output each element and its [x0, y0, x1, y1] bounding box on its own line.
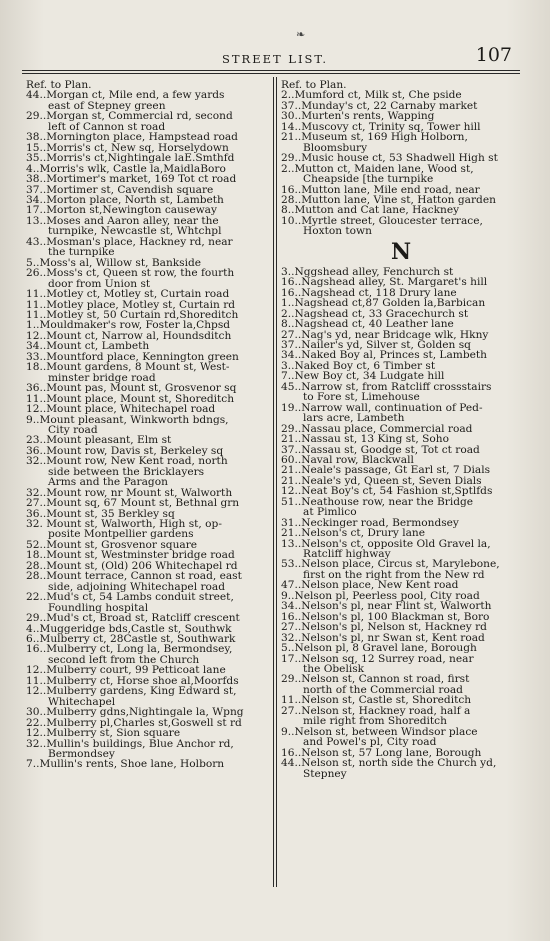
entry-continuation: Foundling hospital	[48, 601, 149, 614]
entry-line: 21..Nelson's ct, Drury lane	[281, 527, 426, 540]
entry-line: 12..Mulberry court, 99 Petticoat lane	[26, 664, 226, 677]
entry-line: 37..Munday's ct, 22 Carnaby market	[281, 99, 478, 112]
entry-line: 7..Mullin's rents, Shoe lane, Holborn	[26, 758, 225, 771]
entry-line: 32..Mullin's buildings, Blue Anchor rd,	[26, 737, 234, 750]
entry-line: 32. Mount st, Walworth, High st, op-	[26, 518, 222, 531]
entry-continuation: the turnpike	[48, 246, 115, 259]
entry-line: 19..Narrow wall, continuation of Ped-	[281, 401, 483, 414]
entry-line: 21..Nassau st, 13 King st, Soho	[281, 433, 449, 446]
street-entry	[26, 592, 266, 613]
entry-line: 10..Myrtle street, Gloucester terrace,	[281, 214, 483, 227]
entry-line: 8..Mutton and Cat lane, Hackney	[281, 204, 460, 217]
entry-line: 18..Mount gardens, 8 Mount st, West-	[26, 361, 230, 374]
entry-continuation: mile right from Shoreditch	[303, 715, 447, 728]
entry-line: 36..Mount row, Davis st, Berkeley sq	[26, 444, 224, 457]
street-entry	[281, 132, 521, 153]
entry-continuation: Stepney	[303, 767, 347, 780]
entry-line: 16..Nelson's pl, 100 Blackman st, Boro	[281, 610, 490, 623]
entry-line: 16..Mulberry ct, Long la, Bermondsey,	[26, 643, 233, 656]
entry-line: 37..Mortimer st, Cavendish square	[26, 183, 214, 196]
entry-line: 44..Morgan ct, Mile end, a few yards	[26, 89, 225, 102]
entry-line: 7..New Boy ct, 34 Ludgate hill	[281, 370, 445, 383]
entry-line: 38..Mortimer's market, 169 Tot ct road	[26, 173, 237, 186]
entry-continuation: first on the right from the New rd	[303, 568, 485, 581]
entry-continuation: and Powel's pl, City road	[303, 736, 437, 749]
street-entry	[26, 216, 266, 237]
entry-line: 32..Mount row, New Kent road, north	[26, 455, 228, 468]
entry-line: 2..Nagshead ct, 33 Gracechurch st	[281, 307, 469, 320]
entry-line: 28..Mount terrace, Cannon st road, east	[26, 570, 242, 583]
column-divider-inner	[276, 77, 277, 887]
entry-line: 34..Mount ct, Lambeth	[26, 340, 150, 353]
entry-continuation: posite Montpellier gardens	[48, 528, 194, 541]
entry-line: 4..Muggeridge bds,Castle st, Southwk	[26, 622, 232, 635]
street-entry	[281, 216, 521, 237]
entry-line: 32..Mount row, nr Mount st, Walworth	[26, 486, 233, 499]
entry-line: 36..Mount st, 35 Berkley sq	[26, 507, 175, 520]
entry-line: 28..Mutton lane, Vine st, Hatton garden	[281, 193, 496, 206]
entry-line: 11..Mulberry ct, Horse shoe al,Moorfds	[26, 674, 239, 687]
entry-line: 21..Neale's passage, Gt Earl st, 7 Dials	[281, 464, 491, 477]
page-number: 107	[475, 44, 512, 66]
entry-line: 38..Mornington place, Hampstead road	[26, 131, 238, 144]
entry-line: 2..Mumford ct, Milk st, Che pside	[281, 89, 462, 102]
entry-line: 5..Moss's al, Willow st, Bankside	[26, 256, 202, 269]
entry-continuation: to Fore st, Limehouse	[303, 391, 420, 404]
entry-line: 29..Nassau place, Commercial road	[281, 422, 473, 435]
street-entry	[281, 497, 521, 518]
entry-continuation: Hoxton town	[303, 225, 372, 238]
street-entry	[26, 268, 266, 289]
entry-line: 44..Nelson st, north side the Church yd,	[281, 757, 497, 770]
entry-line: 60..Naval row, Blackwall	[281, 453, 414, 466]
left-column	[26, 80, 266, 770]
right-column	[281, 80, 521, 779]
entry-line: 27..Nelson's pl, Nelson st, Hackney rd	[281, 621, 487, 634]
street-entry	[26, 111, 266, 132]
entry-line: 28..Mount st, (Old) 206 Whitechapel rd	[26, 559, 238, 572]
street-entry	[281, 559, 521, 580]
entry-continuation: the Obelisk	[303, 663, 365, 676]
entry-line: 4..Morris's wlk, Castle la,MaidlaBoro	[26, 162, 226, 175]
entry-line: 13..Nelson's ct, opposite Old Gravel la,	[281, 537, 491, 550]
entry-line: 8..Nagshead ct, 40 Leather lane	[281, 318, 454, 331]
entry-line: 34..Nelson's pl, near Flint st, Walworth	[281, 600, 492, 613]
entry-continuation: Arms and the Paragon	[48, 476, 168, 489]
entry-line: 32..Nelson's pl, nr Swan st, Kent road	[281, 631, 485, 644]
entry-continuation: side, adjoining Whitechapel road	[48, 580, 225, 593]
entry-line: 16..Nelson st, 57 Long lane, Borough	[281, 746, 482, 759]
entry-line: 12..Neat Boy's ct, 54 Fashion st,Sptlfds	[281, 485, 493, 498]
entry-line: 5..Nelson pl, 8 Gravel lane, Borough	[281, 642, 477, 655]
entry-line: 45..Narrow st, from Ratcliff crossstairs	[281, 380, 492, 393]
entry-line: 37..Nailer's yd, Silver st, Golden sq	[281, 338, 471, 351]
entry-line: 16..Nagshead ct, 118 Drury lane	[281, 286, 457, 299]
entry-line: 30..Mulberry gdns,Nightingale la, Wpng	[26, 706, 244, 719]
entry-line: 47..Nelson place, New Kent road	[281, 579, 459, 592]
street-entry	[26, 571, 266, 592]
entry-line: 26..Moss's ct, Queen st row, the fourth	[26, 267, 235, 280]
entry-line: 30..Murten's rents, Wapping	[281, 110, 435, 123]
entry-continuation: Ratcliff highway	[303, 548, 391, 561]
entry-line: Ref. to Plan.	[281, 79, 347, 91]
entry-line: 37..Nassau st, Goodge st, Tot ct road	[281, 443, 480, 456]
street-entry	[26, 686, 266, 707]
entry-line: 15..Morris's ct, New sq, Horselydown	[26, 141, 229, 154]
street-entry	[281, 539, 521, 560]
entry-continuation: second left from the Church	[48, 653, 200, 666]
entry-line: 18..Mount st, Westminster bridge road	[26, 549, 235, 562]
entry-line: 11..Motley place, Motley st, Curtain rd	[26, 298, 236, 311]
entry-continuation: at Pimlico	[303, 506, 357, 519]
entry-line: 2..Mutton ct, Maiden lane, Wood st,	[281, 162, 474, 175]
entry-line: 35..Morris's ct,Nightingale laE.Smthfd	[26, 152, 235, 165]
entry-continuation: Bermondsey	[48, 748, 115, 760]
entry-line: 29..Nelson st, Cannon st road, first	[281, 673, 470, 686]
entry-line: 9..Nelson pl, Peerless pool, City road	[281, 589, 480, 602]
street-entry	[26, 519, 266, 540]
right-column-m-entries	[281, 80, 521, 237]
entry-line: 51..Neathouse row, near the Bridge	[281, 495, 474, 508]
entry-line: 12..Mulberry gardens, King Edward st,	[26, 685, 237, 698]
entry-line: 16..Nagshead alley, St. Margaret's hill	[281, 276, 488, 289]
entry-line: 22..Mulberry pl,Charles st,Goswell st rd	[26, 716, 242, 729]
header-rule-thin	[22, 73, 520, 74]
entry-continuation: east of Stepney green	[48, 99, 166, 112]
street-entry	[26, 415, 266, 436]
entry-line: 3..Naked Boy ct, 6 Timber st	[281, 359, 436, 372]
entry-line: 12..Mount place, Whitechapel road	[26, 403, 216, 416]
street-entry	[281, 758, 521, 779]
running-title: STREET LIST.	[221, 52, 329, 66]
entry-continuation: turnpike, Newcastle st, Whtchpl	[48, 225, 222, 238]
ink-mark-icon: ❧	[296, 28, 306, 41]
entry-line: 22..Mud's ct, 54 Lambs conduit street,	[26, 591, 234, 604]
entry-line: 31..Neckinger road, Bermondsey	[281, 516, 459, 529]
street-entry	[26, 237, 266, 258]
entry-line: 21..Neale's yd, Queen st, Seven Dials	[281, 474, 482, 487]
entry-line: 21..Museum st, 169 High Holborn,	[281, 131, 468, 144]
entry-line: 17..Morton st,Newington causeway	[26, 204, 217, 217]
entry-line: 27..Mount sq, 67 Mount st, Bethnal grn	[26, 497, 240, 510]
entry-line: 9..Mount pleasant, Winkworth bdngs,	[26, 413, 229, 426]
right-column-n-entries	[281, 267, 521, 779]
street-entry	[281, 674, 521, 695]
street-entry	[281, 706, 521, 727]
entry-line: 16..Mutton lane, Mile end road, near	[281, 183, 480, 196]
entry-line: 13..Moses and Aaron alley, near the	[26, 214, 219, 227]
entry-continuation: north of the Commercial road	[303, 683, 463, 696]
entry-line: 34..Naked Boy al, Princes st, Lambeth	[281, 349, 487, 362]
entry-line: 11..Nelson st, Castle st, Shoreditch	[281, 694, 472, 707]
entry-continuation: City road	[48, 423, 98, 436]
entry-line: 14..Muscovy ct, Trinity sq, Tower hill	[281, 120, 481, 133]
street-entry	[281, 164, 521, 185]
entry-line: 43..Mosman's place, Hackney rd, near	[26, 235, 233, 248]
entry-continuation: left of Cannon st road	[48, 120, 166, 133]
header-rule	[22, 70, 520, 71]
entry-line: 11..Motley ct, Motley st, Curtain road	[26, 288, 230, 301]
section-letter: N	[390, 238, 412, 265]
street-entry	[281, 403, 521, 424]
entry-line: 29..Mud's ct, Broad st, Ratcliff crescent	[26, 612, 240, 625]
entry-line: 6..Mulberry ct, 28Castle st, Southwark	[26, 633, 236, 646]
entry-line: 27..Nelson st, Hackney road, half a	[281, 704, 471, 717]
entry-line: 33..Mountford place, Kennington green	[26, 350, 239, 363]
entry-line: 12..Mulberry st, Sion square	[26, 727, 181, 740]
street-entry	[26, 362, 266, 383]
entry-line: 11..Motley st, 50 Curtain rd,Shoreditch	[26, 308, 239, 321]
street-entry	[26, 739, 266, 760]
entry-continuation: side between the Bricklayers	[48, 465, 205, 478]
entry-line: 36..Mount pas, Mount st, Grosvenor sq	[26, 382, 237, 395]
entry-line: 29..Morgan st, Commercial rd, second	[26, 110, 233, 123]
entry-line: 17..Nelson sq, 12 Surrey road, near	[281, 652, 474, 665]
entry-continuation: minster bridge road	[48, 371, 156, 384]
entry-line: 3..Nggshead alley, Fenchurch st	[281, 265, 454, 278]
entry-line: 12..Mount ct, Narrow al, Houndsditch	[26, 329, 232, 342]
street-entry	[26, 644, 266, 665]
entry-line: 1..Nagshead ct,87 Golden la,Barbican	[281, 297, 486, 310]
entry-line: 34..Morton place, North st, Lambeth	[26, 193, 224, 206]
entry-line: Ref. to Plan.	[26, 79, 92, 91]
entry-line: 29..Music house ct, 53 Shadwell High st	[281, 152, 498, 165]
street-entry	[281, 727, 521, 748]
street-entry	[281, 654, 521, 675]
street-entry	[26, 456, 266, 487]
entry-line: 9..Nelson st, between Windsor place	[281, 725, 478, 738]
entry-continuation: Bloomsbury	[303, 141, 368, 154]
entry-continuation: Whitechapel	[48, 695, 116, 708]
street-entry	[281, 382, 521, 403]
street-entry	[26, 759, 266, 769]
street-entry	[26, 90, 266, 111]
entry-line: 11..Mount place, Mount st, Shoreditch	[26, 392, 235, 405]
entry-continuation: lars acre, Lambeth	[303, 412, 405, 425]
entry-line: 23..Mount pleasant, Elm st	[26, 434, 172, 447]
entry-continuation: Cheapside [the turnpike	[303, 173, 434, 186]
entry-line: 27..Nag's yd, near Bridcage wlk, Hkny	[281, 328, 489, 341]
entry-line: 53..Nelson place, Circus st, Marylebone,	[281, 558, 500, 571]
entry-line: 1..Mouldmaker's row, Foster la,Chpsd	[26, 319, 231, 332]
entry-line: 52..Mount st, Grosvenor square	[26, 538, 198, 551]
entry-continuation: door from Union st	[48, 277, 151, 290]
column-divider	[273, 77, 274, 887]
